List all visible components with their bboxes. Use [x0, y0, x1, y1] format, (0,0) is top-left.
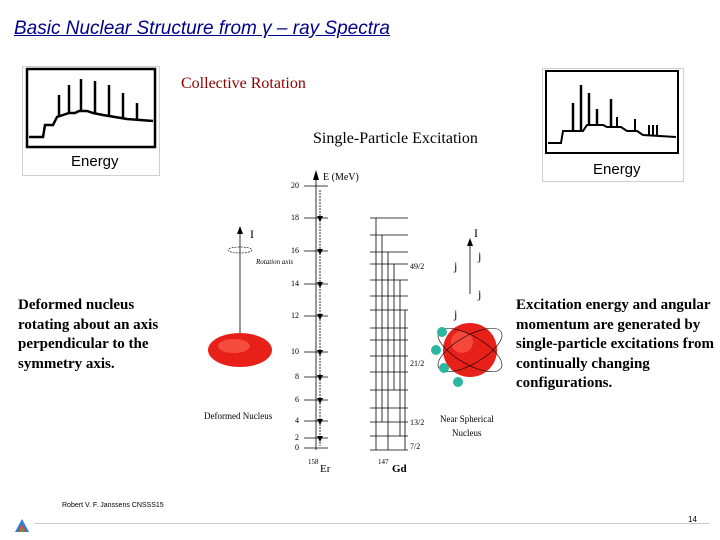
tick-4: 4: [295, 416, 299, 425]
tick-6: 6: [295, 395, 299, 404]
tick-14: 14: [291, 279, 299, 288]
level-scheme-diagram: [196, 160, 506, 480]
gd-mass-number: 147: [378, 458, 389, 466]
axis-ticks: [291, 181, 299, 452]
j-label-2: j: [478, 249, 482, 263]
tick-10: 10: [291, 347, 299, 356]
j-label-1: j: [454, 259, 458, 273]
logo-icon: [14, 518, 30, 534]
tick-2: 2: [295, 433, 299, 442]
left-spectrum-image: [22, 66, 160, 176]
single-particle-description: Excitation energy and angular momentum are generated by single-particle excitations from continually changing configurations.: [516, 297, 715, 391]
slide-title: Basic Nuclear Structure from γ – ray Spectra: [14, 18, 390, 39]
spherical-nucleus-label: Near Spherical: [440, 414, 494, 424]
right-spectrum-image: [542, 68, 684, 182]
deformed-nucleus-description: Deformed nucleus rotating about an axis perpendicular to the symmetry axis.: [18, 297, 159, 372]
j-label-3: j: [454, 307, 458, 321]
left-spectrum-energy-label: Energy: [71, 153, 119, 170]
tick-20: 20: [291, 181, 299, 190]
deformed-nucleus-label: Deformed Nucleus: [204, 411, 273, 421]
axis-label: E (MeV): [323, 172, 359, 183]
er-label: Er: [320, 463, 331, 475]
page-number: 14: [688, 515, 697, 524]
spin-21-2: 21/2: [410, 359, 425, 368]
valence-particle-icon: [439, 363, 449, 373]
right-spectrum-energy-label: Energy: [593, 161, 641, 178]
valence-particle-icon: [453, 377, 463, 387]
single-particle-label: Single-Particle Excitation: [313, 130, 478, 147]
rotation-axis-label: Rotation axis: [256, 258, 294, 266]
gd-label: Gd: [392, 463, 407, 475]
tick-18: 18: [291, 213, 299, 222]
tick-12: 12: [291, 311, 299, 320]
author-credit: Robert V. F. Janssens CNSSS15: [62, 502, 164, 509]
j-label-4: j: [478, 287, 482, 301]
spin-7-2: 7/2: [410, 442, 421, 451]
tick-0: 0: [295, 443, 299, 452]
spherical-I-label: I: [474, 226, 478, 240]
tick-8: 8: [295, 372, 299, 381]
gd-level-scheme: [370, 218, 408, 450]
tick-16: 16: [291, 246, 299, 255]
nucleus-label: Nucleus: [452, 428, 482, 438]
spin-13-2: 13/2: [410, 418, 425, 427]
valence-particle-icon: [431, 345, 441, 355]
collective-rotation-label: Collective Rotation: [181, 75, 306, 92]
footer-divider: [34, 523, 710, 524]
deformed-I-label: I: [250, 227, 254, 241]
valence-particle-icon: [437, 327, 447, 337]
er-mass-number: 158: [308, 458, 319, 466]
spin-49-2: 49/2: [410, 262, 425, 271]
spherical-nucleus-icon: [443, 323, 497, 377]
